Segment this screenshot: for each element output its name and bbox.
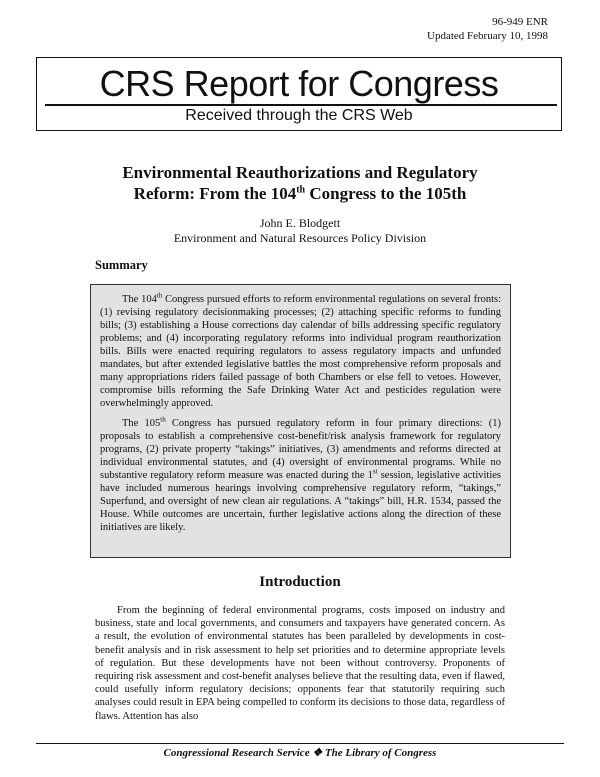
summary-heading: Summary bbox=[95, 258, 148, 272]
introduction-heading: Introduction bbox=[259, 574, 341, 590]
introduction-body: From the beginning of federal environmental programs, costs imposed on industry and business, state and local governments, and consumers and taxpayers have generated concern. As a result, the evolution of environmental statutes has been paralleled by developments in cost-benefit analysis and in risk assessment to help set priorities and to determine appropriate levels of regulation. But these developments have not been without controversy. Proponents of requiring risk assessment and cost-benefit analyses believe that the resulting data, even if flawed, could usefully inform regulatory decisions; opponents fear that statutorily requiring such analyses could result in EPA being compelled to conform its decisions to those data, regardless of flaws. Attention has also bbox=[95, 605, 505, 722]
title-line-2-post: Congress to the 105th bbox=[305, 184, 467, 203]
summary-paragraph-1 bbox=[100, 293, 501, 410]
summary-paragraph-2 bbox=[100, 417, 501, 534]
footer-text: Congressional Research Service ❖ The Library of Congress bbox=[163, 747, 437, 759]
author-name: John E. Blodgett bbox=[259, 216, 341, 230]
author-block bbox=[0, 216, 600, 246]
title-line-1: Environmental Reauthorizations and Regulatory bbox=[122, 163, 478, 182]
report-title bbox=[60, 162, 540, 204]
report-identifier bbox=[427, 15, 548, 43]
author-division: Environment and Natural Resources Policy Division bbox=[173, 231, 427, 245]
updated-date: Updated February 10, 1998 bbox=[427, 30, 548, 42]
summary-p2-mid: Congress has pursued regulatory reform in four primary directions: (1) proposals to establish a comprehensive cost-benefit/risk analysis framework for regulatory programs, (2) private property “takings” initiatives, (3) amendments and reforms directed at individual environmental statutes, and (4) oversight of environmental programs. While no substantive regulatory reform measure was enacted during the 1 bbox=[100, 418, 501, 481]
summary-p2-sup2: st bbox=[372, 467, 378, 476]
summary-p1-pre: The 104 bbox=[122, 294, 157, 305]
banner-title: CRS Report for Congress bbox=[99, 63, 499, 104]
title-line-2-pre: Reform: From the 104 bbox=[133, 184, 297, 203]
title-line-2-sup: th bbox=[296, 184, 306, 196]
summary-p2-sup: th bbox=[160, 415, 166, 424]
footer-divider bbox=[36, 743, 564, 744]
banner-subtitle: Received through the CRS Web bbox=[185, 107, 413, 124]
summary-p2-post: session, legislative activities have included numerous hearings involving comprehensive regulatory reform, “takings,” Superfund, and oversight of new clean air regulations. A “takings” bill, H.R. 1534, passed the House. While outcomes are uncertain, further legislative actions along the direction of these initiatives are likely. bbox=[100, 470, 501, 533]
summary-p1-post: Congress pursued efforts to reform environmental regulations on several fronts: (1) revising regulatory decisionmaking processes; (2) attaching specific reforms to funding bills; (3) establishing a House corrections day calendar of bills addressing specific regulatory problems; and (4) incorporating regulatory reforms into individual program reauthorization bills. Bills were enacted requiring regulators to assess regulatory impacts and unfunded mandates, but after extended legislative battles the most comprehensive reform proposals and many appropriations riders failed passage of both Chambers or else fell to vetoes. However, compromise bills reforming the Safe Drinking Water Act and pesticides regulation were overwhelmingly approved. bbox=[100, 294, 501, 409]
summary-p2-pre: The 105 bbox=[122, 418, 161, 429]
summary-p1-sup: th bbox=[156, 291, 163, 300]
summary-box bbox=[90, 284, 511, 558]
crs-banner bbox=[36, 57, 562, 131]
report-number: 96-949 ENR bbox=[492, 16, 548, 28]
